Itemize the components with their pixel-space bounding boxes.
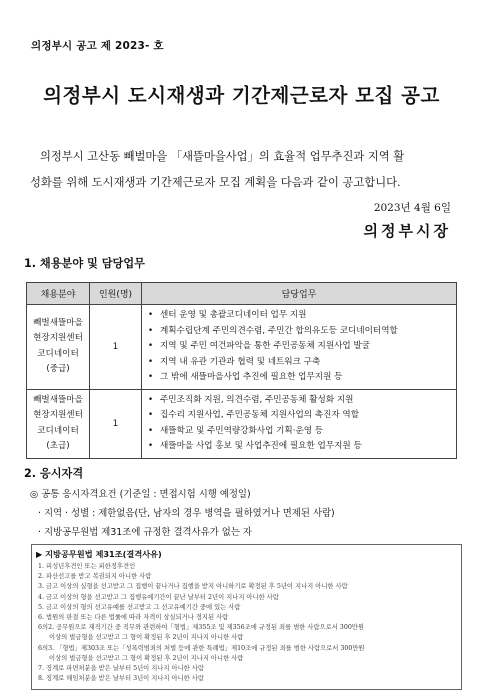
bullet-icon: • (148, 310, 154, 320)
law-item-continuation: 이상의 벌금형을 선고받고 그 형이 확정된 후 2년이 지나지 아니한 사람 (49, 634, 244, 642)
count-cell: 1 (90, 389, 142, 458)
table-header-row (27, 283, 457, 305)
duty-item (148, 355, 452, 371)
field-line: 코디네이터 (37, 348, 79, 359)
law-item: 5. 금고 이상의 형의 선고유예를 선고받고 그 선고유예기간 중에 있는 사람 (38, 603, 241, 611)
intro-line-2: 성화를 위해 도시재생과 기간제근로자 모집 계획을 다음과 같이 공고합니다. (30, 176, 401, 189)
qualification-region-gender: · 지역 · 성별 : 제한없음(단, 남자의 경우 병역을 필하였거나 면제된 사람) (38, 508, 335, 519)
field-line: 빼벌새뜰마을 (33, 317, 83, 328)
intro-paragraph (30, 144, 458, 196)
law-item: 3. 금고 이상의 실형을 선고받고 그 집행이 끝나거나 집행을 받지 아니하기로 확정된 후 5년이 지나지 아니한 사람 (38, 583, 348, 591)
law-item: 6의2. 공무원으로 재직기간 중 직무와 관련하여「형법」제355조 및 제356조에 규정된 죄를 범한 사람으로서 300만원 (38, 624, 364, 632)
section-heading-positions: 1. 채용분야 및 담당업무 (24, 257, 145, 270)
duty-item (148, 393, 452, 409)
bullet-icon: • (148, 410, 154, 420)
intro-line-1: 의정부시 고산동 빼벌마을 「새뜰마을사업」의 효율적 업무추진과 지역 활 (40, 150, 405, 163)
duty-text: 집수리 지원사업, 주민공동체 지원사업의 촉진자 역할 (160, 410, 360, 420)
table-row (27, 389, 457, 458)
duty-item (148, 308, 452, 324)
qualification-disqualification: · 지방공무원법 제31조에 규정한 결격사유가 없는 자 (38, 527, 252, 538)
law-item: 4. 금고 이상의 형을 선고받고 그 집행유예기간이 끝난 날부터 2년이 지나지 아니한 사람 (38, 593, 279, 601)
duties-list (148, 308, 452, 386)
law-item-continuation: 이상의 벌금형을 선고받고 그 형이 확정된 후 2년이 지나지 아니한 사람 (49, 654, 244, 662)
section-heading-qualifications: 2. 응시자격 (24, 467, 84, 480)
law-item: 8. 징계로 해임처분을 받은 날부터 3년이 지나지 아니한 사람 (38, 675, 204, 683)
duty-text: 센터 운영 및 총괄코디네이터 업무 지원 (160, 310, 307, 320)
field-cell (27, 389, 90, 458)
bullet-icon: • (148, 341, 154, 351)
qualification-common: ◎ 공통 응시자격요건 (기준일 : 면접시험 시행 예정일) (30, 489, 251, 500)
bullet-icon: • (148, 356, 154, 367)
field-line: 빼벌새뜰마을 (33, 394, 83, 405)
duty-text: 그 밖에 새뜰마을사업 추진에 필요한 업무지원 등 (160, 372, 343, 382)
law-excerpt-box (31, 544, 462, 690)
field-line: 현장지원센터 (33, 410, 83, 420)
duties-cell (142, 389, 457, 458)
positions-table (26, 282, 457, 459)
duty-text: 지역 및 주민 여건파악을 통한 주민공동체 지원사업 발굴 (160, 341, 371, 351)
duty-text: 새뜰마을 사업 홍보 및 사업추진에 필요한 업무지원 등 (160, 441, 362, 451)
bullet-icon: • (148, 394, 154, 405)
bullet-icon: • (148, 441, 154, 451)
duties-list (148, 393, 452, 455)
duties-cell (142, 305, 457, 390)
law-item: 7. 징계로 파면처분을 받은 날부터 5년이 지나지 아니한 사람 (38, 665, 204, 673)
qualifications-list (30, 485, 335, 542)
issuer-name: 의정부시장 (363, 222, 451, 240)
duty-item (148, 324, 452, 340)
count-cell: 1 (90, 305, 142, 390)
column-header: 담당업무 (142, 283, 457, 305)
bullet-icon: • (148, 325, 154, 336)
duty-text: 주민조직화 지원, 의견수렴, 주민공동체 활성화 지원 (160, 394, 354, 405)
field-line: (초급) (46, 441, 70, 451)
notice-date: 2023년 4월 6일 (373, 202, 451, 214)
law-item: 2. 파산선고를 받고 복권되지 아니한 사람 (38, 573, 152, 581)
column-header: 채용분야 (27, 283, 90, 305)
field-line: (중급) (46, 364, 70, 375)
duty-item (148, 424, 452, 440)
field-line: 현장지원센터 (33, 333, 83, 344)
law-item: 6. 법원의 판결 또는 다른 법률에 따라 자격이 상실되거나 정지된 사람 (38, 614, 229, 622)
duty-text: 새뜰학교 및 주민역량강화사업 기획·운영 등 (160, 425, 324, 436)
law-heading: ▶ 지방공무원법 제31조(결격사유) (36, 549, 162, 559)
duty-item (148, 408, 452, 424)
duty-item (148, 339, 452, 355)
law-items (38, 562, 456, 684)
duty-text: 지역 내 유관 기관과 협력 및 네트워크 구축 (160, 356, 321, 367)
field-line: 코디네이터 (37, 425, 79, 436)
field-cell (27, 305, 90, 390)
duty-item (148, 439, 452, 455)
law-item: 6의3. 「형법」제303조 또는「성폭력범죄의 처벌 등에 관한 특례법」제10조에 규정된 죄를 범한 사람으로서 300만원 (38, 644, 365, 652)
page-title: 의정부시 도시재생과 기간제근로자 모집 공고 (43, 84, 440, 107)
bullet-icon: • (148, 425, 154, 436)
bullet-icon: • (148, 372, 154, 382)
duty-text: 계획수립단계 주민의견수렴, 주민간 합의유도등 코디네이터역할 (160, 325, 398, 336)
table-row (27, 305, 457, 390)
duty-item (148, 370, 452, 386)
notice-number: 의정부시 공고 제 2023- 호 (31, 40, 164, 52)
column-header: 인원(명) (90, 283, 142, 305)
law-item: 1. 피성년후견인 또는 피한정후견인 (38, 563, 136, 570)
